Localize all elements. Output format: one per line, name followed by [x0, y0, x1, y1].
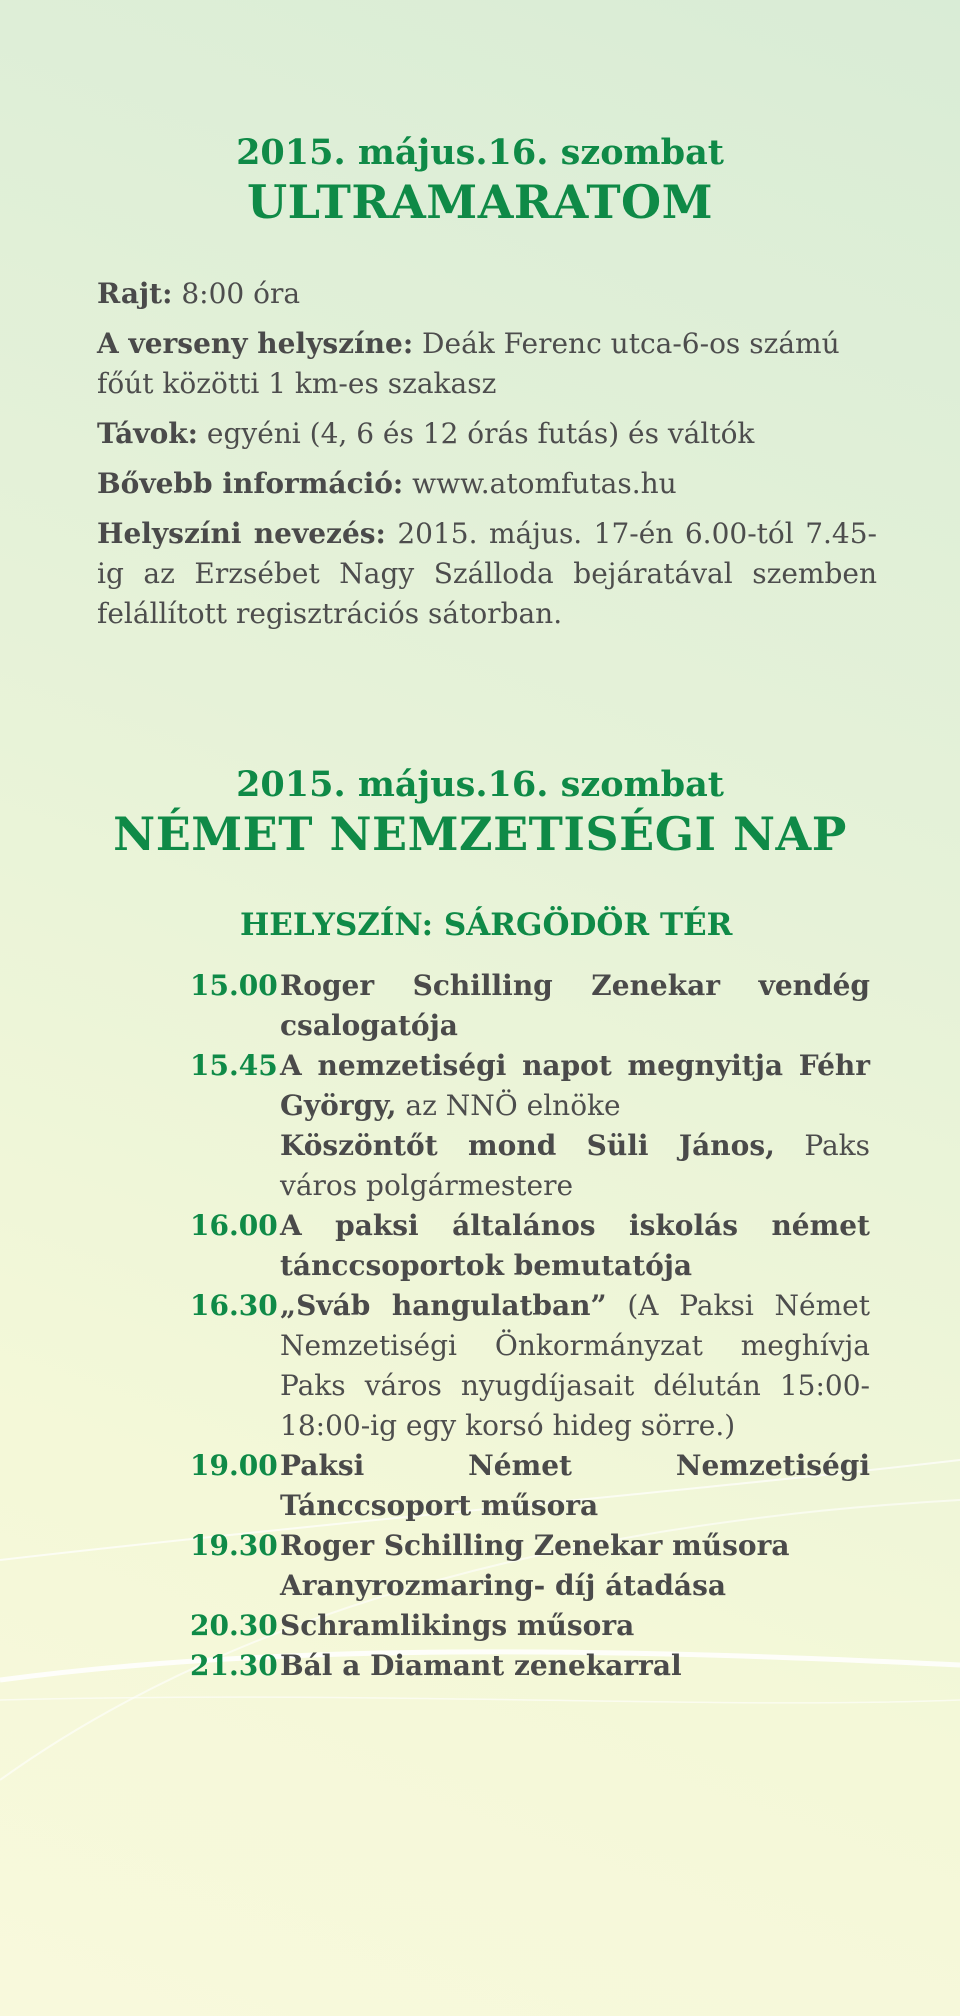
- registration-label: Helyszíni nevezés:: [97, 517, 386, 550]
- program-item: [190, 1046, 870, 1206]
- nemet-nap-date: 2015. május.16. szombat: [236, 764, 724, 805]
- program-detail: (A Paksi Német Nemzetiségi Önkormányzat meghívja Paks város nyugdíjasait délután 15:00-18:00-ig egy korsó hideg sörre.): [280, 1289, 870, 1442]
- rajt-value: 8:00 óra: [172, 277, 301, 310]
- program-title-2: Aranyrozmaring- díj átadása: [280, 1569, 726, 1602]
- info-line: [97, 464, 877, 504]
- venue-value: Deák Ferenc utca-6-os számú főút közötti 1 km-es szakasz: [97, 327, 840, 400]
- program-time: 16.00: [190, 1209, 278, 1242]
- program-time: 19.30: [190, 1529, 278, 1562]
- rajt-line: [97, 274, 877, 314]
- program-time: 15.00: [190, 969, 278, 1002]
- program-item: [190, 966, 870, 1046]
- info-label: Bővebb információ:: [97, 467, 404, 500]
- program-title: Schramlikings műsora: [280, 1609, 635, 1642]
- program-time: 21.30: [190, 1649, 278, 1682]
- ultramaratom-header: [0, 132, 960, 230]
- program-title: A paksi általános iskolás német tánccsoportok bemutatója: [280, 1209, 870, 1282]
- program-title: A nemzetiségi napot megnyitja Féhr György,: [280, 1049, 870, 1122]
- info-value: www.atomfutas.hu: [403, 467, 677, 500]
- program-item: [190, 1206, 870, 1286]
- program-title: Paksi Német Nemzetiségi Tánccsoport műsora: [280, 1449, 870, 1522]
- registration-line: [97, 514, 877, 634]
- program-item: [190, 1286, 870, 1446]
- program-title-2: Köszöntőt mond Süli János,: [280, 1129, 775, 1162]
- program-item: [190, 1646, 870, 1686]
- venue-label: A verseny helyszíne:: [97, 327, 414, 360]
- program-time: 19.00: [190, 1449, 278, 1482]
- program-title: Bál a Diamant zenekarral: [280, 1649, 682, 1682]
- program-time: 16.30: [190, 1289, 278, 1322]
- distance-value: egyéni (4, 6 és 12 órás futás) és váltók: [197, 417, 755, 450]
- ultramaratom-title: ULTRAMARATOM: [246, 175, 714, 229]
- program-detail: az NNÖ elnöke: [396, 1089, 621, 1122]
- nemet-nap-title: NÉMET NEMZETISÉGI NAP: [113, 807, 847, 861]
- program-title: Roger Schilling Zenekar vendég csalogatója: [280, 969, 870, 1042]
- ultramaratom-date: 2015. május.16. szombat: [236, 132, 724, 173]
- program-title: Roger Schilling Zenekar műsora: [280, 1529, 790, 1562]
- program-item: [190, 1526, 870, 1606]
- program-item: [190, 1606, 870, 1646]
- distance-line: [97, 414, 877, 454]
- program-time: 15.45: [190, 1049, 278, 1082]
- registration-value: 2015. május. 17-én 6.00-tól 7.45-ig az Erzsébet Nagy Szálloda bejáratával szemben felállított regisztrációs sátorban.: [97, 517, 877, 630]
- distance-label: Távok:: [97, 417, 198, 450]
- venue-line: [97, 324, 877, 404]
- program-list: [190, 966, 870, 1686]
- program-time: 20.30: [190, 1609, 278, 1642]
- program-detail-2: Paks város polgármestere: [280, 1129, 870, 1202]
- ultramaratom-info: [97, 274, 877, 644]
- program-item: [190, 1446, 870, 1526]
- program-title: „Sváb hangulatban”: [280, 1289, 607, 1322]
- rajt-label: Rajt:: [97, 277, 173, 310]
- nemet-nap-header: [0, 764, 960, 862]
- nemet-nap-place: HELYSZÍN: SÁRGÖDÖR TÉR: [240, 907, 733, 943]
